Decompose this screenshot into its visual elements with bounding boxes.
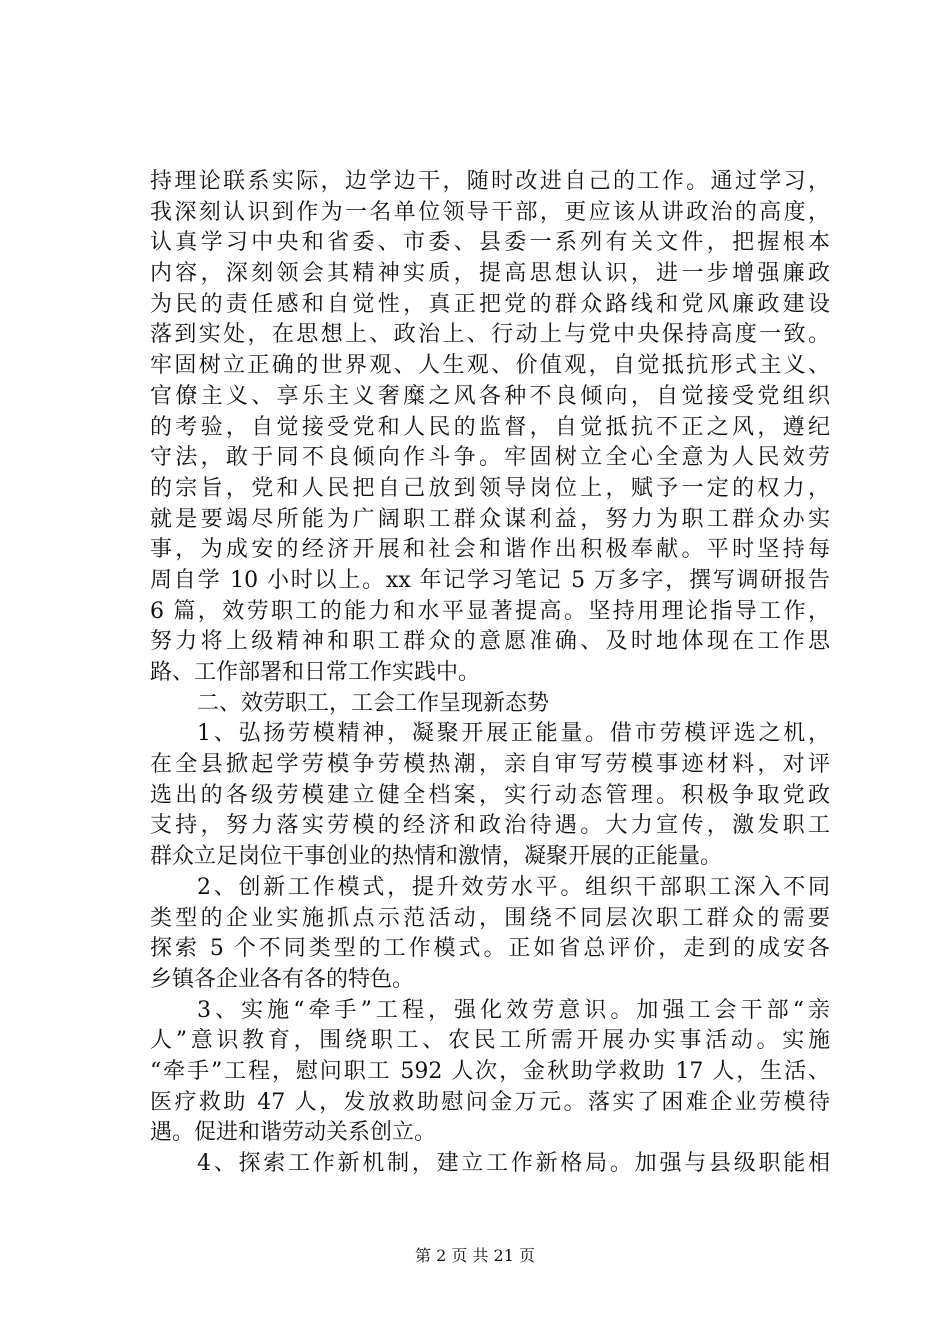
- text-line: 牢固树立正确的世界观、人生观、价值观，自觉抵抗形式主义、: [150, 353, 830, 379]
- text-line: “牵手”工程，慰问职工 592 人次，金秋助学救助 17 人，生活、: [150, 1058, 830, 1084]
- text-line: 为民的责任感和自觉性，真正把党的群众路线和党风廉政建设: [150, 291, 830, 317]
- text-line: 乡镇各企业各有各的特色。: [150, 966, 415, 992]
- text-line: 落到实处，在思想上、政治上、行动上与党中央保持高度一致。: [150, 322, 830, 348]
- text-line: 认真学习中央和省委、市委、县委一系列有关文件，把握根本: [150, 230, 830, 256]
- text-line: 官僚主义、享乐主义奢糜之风各种不良倾向，自觉接受党组织: [150, 383, 830, 409]
- text-line: 事，为成安的经济开展和社会和谐作出积极奉献。平时坚持每: [150, 537, 830, 563]
- text-line: 支持，努力落实劳模的经济和政治待遇。大力宣传，激发职工: [150, 813, 830, 839]
- paragraph-first-line: 4、探索工作新机制，建立工作新格局。加强与县级职能相: [197, 1151, 830, 1176]
- paragraph-first-line: 二、效劳职工，工会工作呈现新态势: [197, 690, 550, 716]
- paragraph-first-line: 1、弘扬劳模精神，凝聚开展正能量。借市劳模评选之机，: [197, 721, 830, 747]
- text-line: 内容，深刻领会其精神实质，提高思想认识，进一步增强廉政: [150, 261, 830, 287]
- text-line: 群众立足岗位干事创业的热情和激情，凝聚开展的正能量。: [150, 844, 723, 870]
- text-line: 遇。促进和谐劳动关系创立。: [150, 1120, 437, 1146]
- text-line: 人”意识教育，围绕职工、农民工所需开展办实事活动。实施: [150, 1028, 830, 1054]
- text-line: 守法，敢于同不良倾向作斗争。牢固树立全心全意为人民效劳: [150, 445, 830, 471]
- text-line: 探索 5 个不同类型的工作模式。正如省总评价，走到的成安各: [150, 936, 830, 962]
- text-line: 周自学 10 小时以上。xx 年记学习笔记 5 万多字，撰写调研报告: [150, 567, 830, 593]
- document-body: [150, 167, 830, 1180]
- paragraph-first-line: 3、实施“牵手”工程，强化效劳意识。加强工会干部“亲: [197, 997, 830, 1023]
- text-line: 在全县掀起学劳模争劳模热潮，亲自审写劳模事迹材料，对评: [150, 752, 830, 778]
- text-line: 医疗救助 47 人，发放救助慰问金万元。落实了困难企业劳模待: [150, 1089, 830, 1115]
- text-line: 路、工作部署和日常工作实践中。: [150, 660, 481, 685]
- text-line: 努力将上级精神和职工群众的意愿准确、及时地体现在工作思: [150, 629, 830, 655]
- text-line: 类型的企业实施抓点示范活动，围绕不同层次职工群众的需要: [150, 905, 830, 931]
- page-footer: 第 2 页 共 21 页: [415, 1246, 535, 1265]
- text-line: 的宗旨，党和人民把自己放到领导岗位上，赋予一定的权力，: [150, 475, 830, 501]
- text-line: 的考验，自觉接受党和人民的监督，自觉抵抗不正之风，遵纪: [150, 414, 830, 440]
- text-line: 持理论联系实际，边学边干，随时改进自己的工作。通过学习，: [150, 169, 830, 194]
- text-line: 6 篇，效劳职工的能力和水平显著提高。坚持用理论指导工作，: [150, 598, 830, 624]
- text-line: 就是要竭尽所能为广阔职工群众谋利益，努力为职工群众办实: [150, 506, 830, 532]
- text-line: 选出的各级劳模建立健全档案，实行动态管理。积极争取党政: [150, 782, 830, 808]
- paragraph-first-line: 2、创新工作模式，提升效劳水平。组织干部职工深入不同: [197, 874, 830, 900]
- text-line: 我深刻认识到作为一名单位领导干部，更应该从讲政治的高度，: [150, 199, 830, 225]
